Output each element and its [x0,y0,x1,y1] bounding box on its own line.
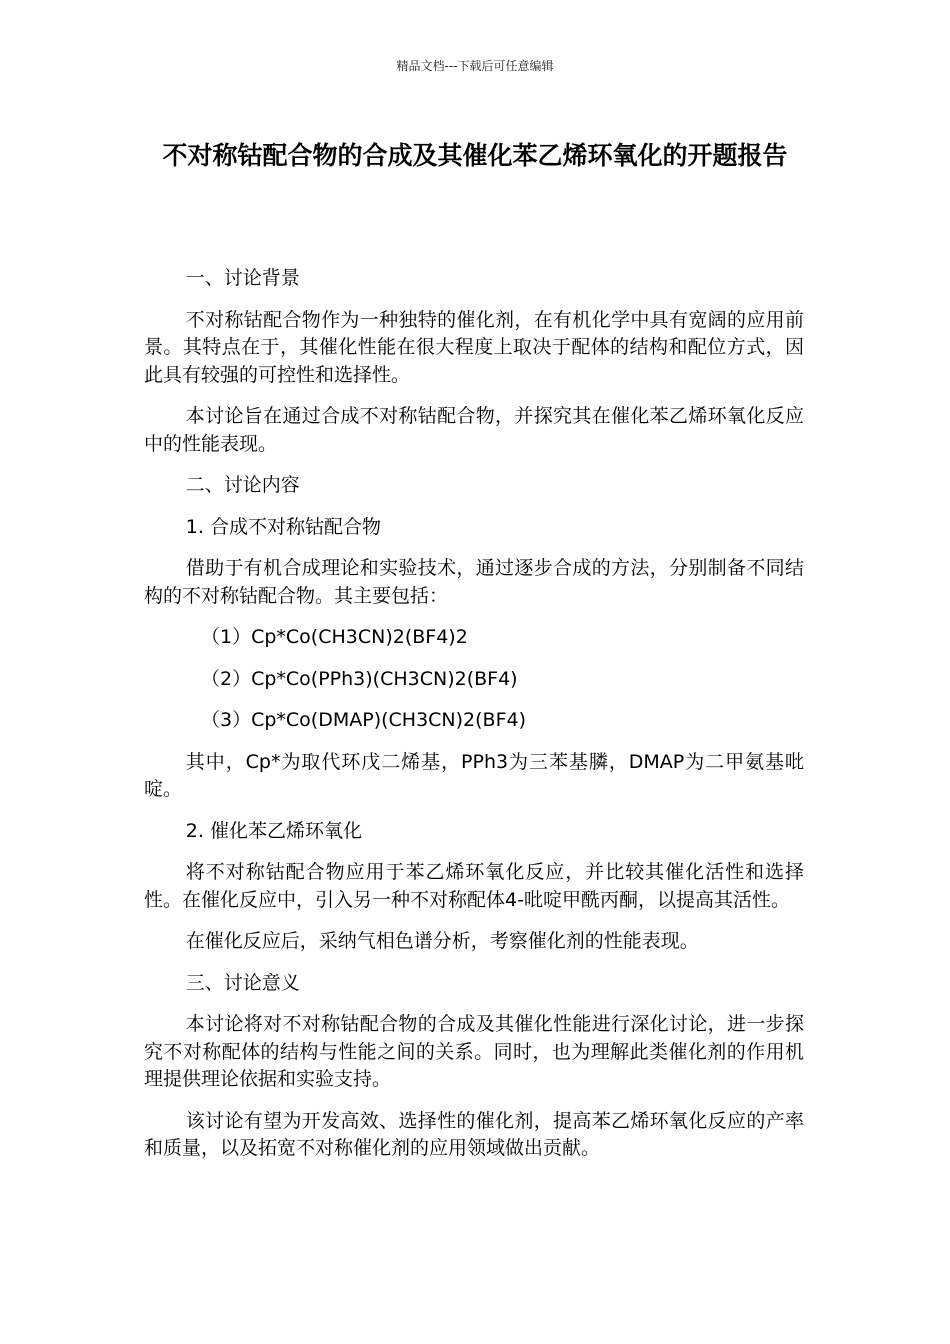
document-body [144,265,804,1177]
subsection-heading-catalysis: 2. 催化苯乙烯环氧化 [185,819,362,842]
paragraph: 将不对称钴配合物应用于苯乙烯环氧化反应，并比较其催化活性和选择性。在催化反应中，引入另一种不对称配体4-吡啶甲酰丙酮，以提高其活性。 [144,861,804,911]
header-note: 精品文档---下载后可任意编辑 [396,59,554,73]
list-item: （1）Cp*Co(CH3CN)2(BF4)2 [201,626,468,648]
paragraph: 该讨论有望为开发高效、选择性的催化剂，提高苯乙烯环氧化反应的产率和质量，以及拓宽不对称催化剂的应用领域做出贡献。 [144,1109,804,1159]
subsection-heading-synthesis: 1. 合成不对称钴配合物 [185,515,381,538]
paragraph: 不对称钴配合物作为一种独特的催化剂，在有机化学中具有宽阔的应用前景。其特点在于，其催化性能在很大程度上取决于配体的结构和配位方式，因此具有较强的可控性和选择性。 [144,308,804,386]
section-heading-significance: 三、讨论意义 [185,971,300,994]
paragraph: 在催化反应后，采纳气相色谱分析，考察催化剂的性能表现。 [185,930,699,952]
section-heading-content: 二、讨论内容 [185,474,300,496]
list-item: （3）Cp*Co(DMAP)(CH3CN)2(BF4) [201,709,527,731]
paragraph: 本讨论将对不对称钴配合物的合成及其催化性能进行深化讨论，进一步探究不对称配体的结构与性能之间的关系。同时，也为理解此类催化剂的作用机理提供理论依据和实验支持。 [144,1013,804,1090]
paragraph: 本讨论旨在通过合成不对称钴配合物，并探究其在催化苯乙烯环氧化反应中的性能表现。 [144,405,804,455]
section-heading-background: 一、讨论背景 [185,267,300,289]
document-title: 不对称钴配合物的合成及其催化苯乙烯环氧化的开题报告 [162,141,788,170]
list-item: （2）Cp*Co(PPh3)(CH3CN)2(BF4) [201,667,518,690]
paragraph: 其中，Cp*为取代环戊二烯基，PPh3为三苯基膦，DMAP为二甲氨基吡啶。 [144,750,804,800]
paragraph: 借助于有机合成理论和实验技术，通过逐步合成的方法，分别制备不同结构的不对称钴配合物。其主要包括： [144,557,804,607]
